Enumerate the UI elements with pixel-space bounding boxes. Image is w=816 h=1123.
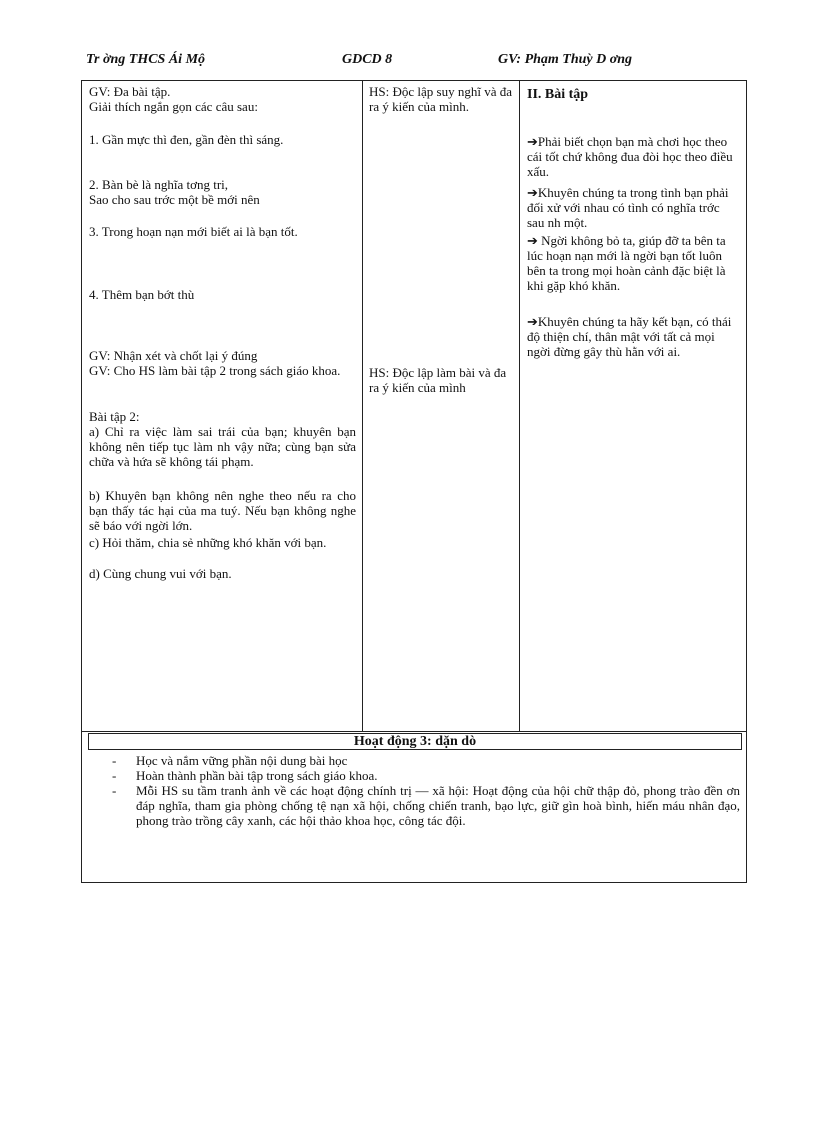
answer-2-text: Khuyên chúng ta trong tình bạn phải đối xử với nhau có tình có nghĩa trớc sau nh một. — [527, 185, 729, 230]
answer-3 — [527, 233, 738, 293]
answer-2 — [527, 185, 738, 230]
subject-name: GDCD 8 — [342, 52, 393, 67]
exercise2-c: c) Hỏi thăm, chia sẻ những khó khăn với bạn. — [89, 535, 327, 550]
arrow-right-icon: ➔ — [527, 185, 538, 200]
section-title: II. Bài tập — [527, 87, 589, 102]
exercise2-b: b) Khuyên bạn không nên nghe theo nếu ra cho bạn thấy tác hại của ma tuý. Nếu bạn không nghe sẽ báo với ngời lớn. — [89, 488, 356, 533]
dash-bullet: - — [112, 753, 117, 768]
proverb-1: 1. Gần mực thì đen, gần đèn thì sáng. — [89, 132, 284, 147]
answer-1 — [527, 134, 738, 179]
hs-response-2: HS: Độc lập làm bài và đa ra ý kiến của mình — [369, 365, 507, 395]
activity3-title: Hoạt động 3: dặn dò — [88, 733, 742, 750]
list-item: - Học và nắm vững phần nội dung bài học — [112, 753, 348, 768]
gv-exercise2-text: GV: Cho HS làm bài tập 2 trong sách giáo khoa. — [89, 363, 341, 378]
gv-conclude-text: GV: Nhận xét và chốt lại ý đúng — [89, 348, 258, 363]
page-header — [86, 52, 746, 70]
answer-1-text: Phải biết chọn bạn mà chơi học theo cái tốt chứ không đua đòi học theo điều xấu. — [527, 134, 733, 179]
proverb-3: 3. Trong hoạn nạn mới biết ai là bạn tốt. — [89, 224, 298, 239]
hs-response-1: HS: Độc lập suy nghĩ và đa ra ý kiến của mình. — [369, 84, 512, 114]
arrow-right-icon: ➔ — [527, 233, 538, 248]
arrow-right-icon: ➔ — [527, 314, 538, 329]
content-column — [520, 81, 746, 731]
dash-bullet: - — [112, 783, 117, 798]
activity-row — [82, 81, 746, 732]
teacher-name: GV: Phạm Thuỳ D ơng — [498, 52, 633, 67]
answer-3-text: Ngời không bỏ ta, giúp đỡ ta bên ta lúc hoạn nạn mới là ngời bạn tốt luôn bên ta trong mọi hoàn cảnh đặc biệt là khi gặp khó khăn. — [527, 233, 726, 293]
proverb-2b: Sao cho sau trớc một bề mới nên — [89, 192, 260, 207]
student-activity-column — [363, 81, 520, 731]
dash-bullet: - — [112, 768, 117, 783]
homework-list — [110, 753, 740, 828]
exercise2-a: a) Chỉ ra việc làm sai trái của bạn; khuyên bạn không nên tiếp tục làm nh vậy nữa; cùng bạn sửa chữa và hứa sẽ không tái phạm. — [89, 424, 356, 469]
answer-4-text: Khuyên chúng ta hãy kết bạn, có thái độ thiện chí, thân mật với tất cả mọi ngời đừng gây thù hằn với ai. — [527, 314, 732, 359]
homework-row — [82, 731, 746, 882]
list-item: - Hoàn thành phần bài tập trong sách giáo khoa. — [112, 768, 378, 783]
school-name: Tr ờng THCS Ái Mộ — [86, 52, 206, 67]
answer-4 — [527, 314, 738, 359]
arrow-right-icon: ➔ — [527, 134, 538, 149]
proverb-4: 4. Thêm bạn bớt thù — [89, 287, 195, 302]
gv-explain-text: Giải thích ngắn gọn các câu sau: — [89, 99, 258, 114]
exercise2-title: Bài tập 2: — [89, 409, 140, 424]
teacher-activity-column — [82, 81, 363, 731]
list-item: - Mỗi HS su tầm tranh ảnh về các hoạt động chính trị — xã hội: Hoạt động của hội chữ thập đỏ, phong trào đền ơn đáp nghĩa, tham gia phòng chống tệ nạn xã hội, chống chiến tranh, bạo lực, giữ gìn hoà bình, hiến máu nhân đạo, phong trào trồng cây xanh, các hội thảo khoa học, công tác đội. — [112, 783, 740, 828]
gv-assign-text: GV: Đa bài tập. — [89, 84, 171, 99]
exercise2-d: d) Cùng chung vui với bạn. — [89, 566, 232, 581]
lesson-table — [81, 80, 747, 883]
proverb-2a: 2. Bàn bè là nghĩa tơng tri, — [89, 177, 229, 192]
